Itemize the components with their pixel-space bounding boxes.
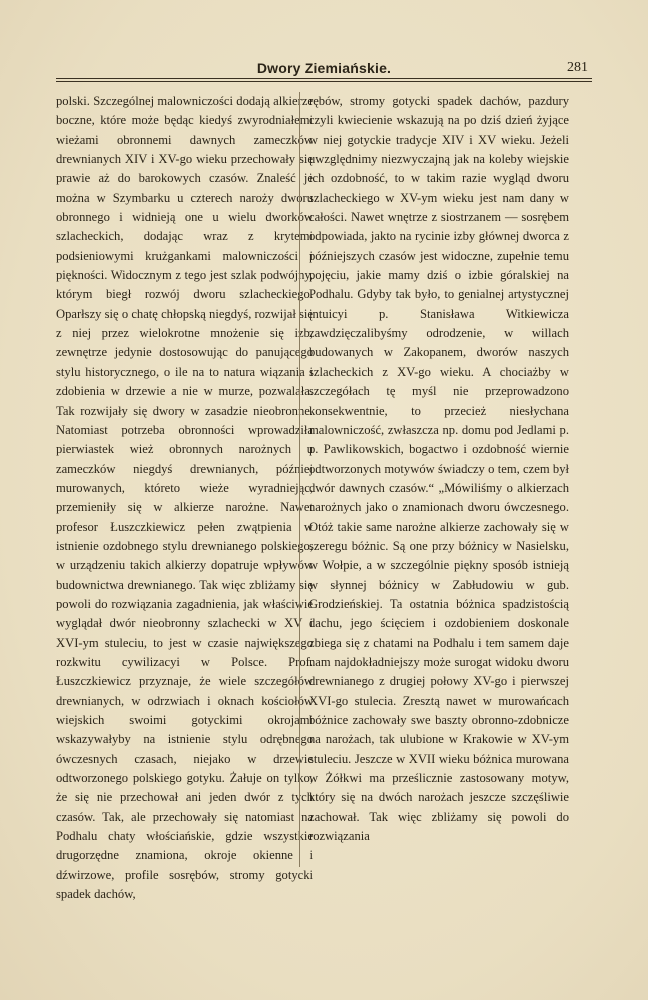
- header-rule-bottom: [56, 81, 592, 82]
- right-column-text: rębów, stromy gotycki spadek dachów, pazdury czyli kwiecienie wskazują na po dziś dzień żyjące w niej gotyckie tradycje XIV i XV wieku. Jeżeli uwzględnimy niezwyczajną jak na koleby wiejskie ich ozdobność, to w takim razie wygląd dworu szlacheckiego w XV-ym wieku jest nam dany w całości. Nawet wnętrze z siostrzanem — sosrębem odpowiada, jakto na rycinie izby głównej dworca z późniejszych czasów jest widoczne, zupełnie temu pojęciu, jakie mamy dziś o izbie góralskiej na Podhalu. Gdyby tak było, to genialnej artystycznej intuicyi p. Stanisława Witkiewicza zawdzięczalibyśmy odrodzenie, w willach budowanych w Zakopanem, dworów naszych szlacheckich z XV-go wieku. A chociażby w szczegółach tę myśl nie przeprowadzono konsekwentnie, to przecież niesłychana malowniczość, zwłaszcza np. domu pod Jedlami p. p. Pawlikowskich, bogactwo i ozdobność wiernie odtworzonych motywów świadczy o tem, czem był dwór dawnych czasów.“ „Mówiliśmy o alkierzach narożnych jako o znamionach dworu ówczesnego. Otóż takie same narożne alkierze zachowały się w szeregu bóżnic. Są one przy bóżnicy w Nasielsku, w Wołpie, a w szczególnie piękny sposób istnieją w słynnej bóżnicy w Zabłudowiu w gub. Grodzieńskiej. Ta ostatnia bóżnica spadzistością dachu, jego ścięciem i ozdobieniem doskonale zbiega się z chatami na Podhalu i tem samem daje nam najdokładniejszy może surogat widoku dworu drewnianego z drugiej połowy XV-go i pierwszej XVI-go stulecia. Zresztą nawet w murowańcach bóżnice zachowały swe baszty obronno-zdobnicze na narożach, tak ulubione w Krakowie w XV-ym stuleciu. Jeszcze w XVII wieku bóżnica murowana w Żółkwi ma prześlicznie zastosowany motyw, który się na dwóch narożach jeszcze szczęśliwie zachował. Tak więc zbliżamy się powoli do rozwiązania: [309, 94, 569, 844]
- column-divider: [299, 92, 300, 867]
- left-column: [56, 92, 313, 904]
- page-number: 281: [567, 60, 588, 75]
- running-title: Dwory Ziemiańskie.: [256, 60, 392, 76]
- left-column-text: polski. Szczególnej malowniczości dodają alkierze boczne, które może będąc kiedyś zwyrodniałemi wieżami obronnemi dawnych zameczków drewnianych XIV i XV-go wieku przechowały się prawie aż do barokowych czasów. Znaleść je można w Szymbarku u czterech naroży dworu obronnego i widnieją one u wielu dworków szlacheckich, dodając wraz z krytemi podsieniowymi krużgankami malowniczości i piękności. Widocznym z tego jest szlak podwójny, którym biegł rozwój dworu szlacheckiego. Oparłszy się o chatę chłopską niegdyś, rozwijał się z niej przez wielokrotne mnożenie się izb, zewnętrze jedynie dostosowując do panującego stylu historycznego, o ile na to natura wiązania i zdobienia w drzewie a nie w murze, pozwalała. Tak rozwijały się dwory w zasadzie nieobronne. Natomiast potrzeba obronności wprowadziła pierwiastek wież obronnych narożnych u zameczków niegdyś drewnianych, później murowanych, któreto wieże wyradniejąc, przemieniły się w alkierze narożne. Nawet profesor Łuszczkiewicz pełen zwątpienia w istnienie ozdobnego stylu drewnianego polskiego, w urządzeniu takich alkierzy dopatruje wpływów budownictwa drewnianego. Tak więc zbliżamy się powoli do rozwiązania zagadnienia, jak właściwie wyglądał dwór nieobronny szlachecki w XV i XVI-ym stuleciu, to jest w czasie największego rozkwitu cywilizacyi w Polsce. Prof. Łuszczkiewicz przyznaje, że wiele szczegółów drewnianych, w odrzwiach i oknach kościołów wiejskich swoimi gotyckimi okrojami wskazywałyby na istnienie stylu odrębnego ówczesnych czasach, niejako w drzewie odtworzonego polskiego gotyku. Żałuje on tylko, że się nie przechował ani jeden dwór z tych czasów. Tak, ale przechowały się natomiast na Podhalu chaty włościańskie, gdzie wszystkie drugorzędne znamiona, okroje okienne i dźwirzowe, profile sosrębów, stromy gotycki spadek dachów,: [56, 94, 313, 902]
- header-rule-top: [56, 78, 592, 79]
- page-header: [56, 56, 592, 82]
- right-column: [309, 92, 569, 846]
